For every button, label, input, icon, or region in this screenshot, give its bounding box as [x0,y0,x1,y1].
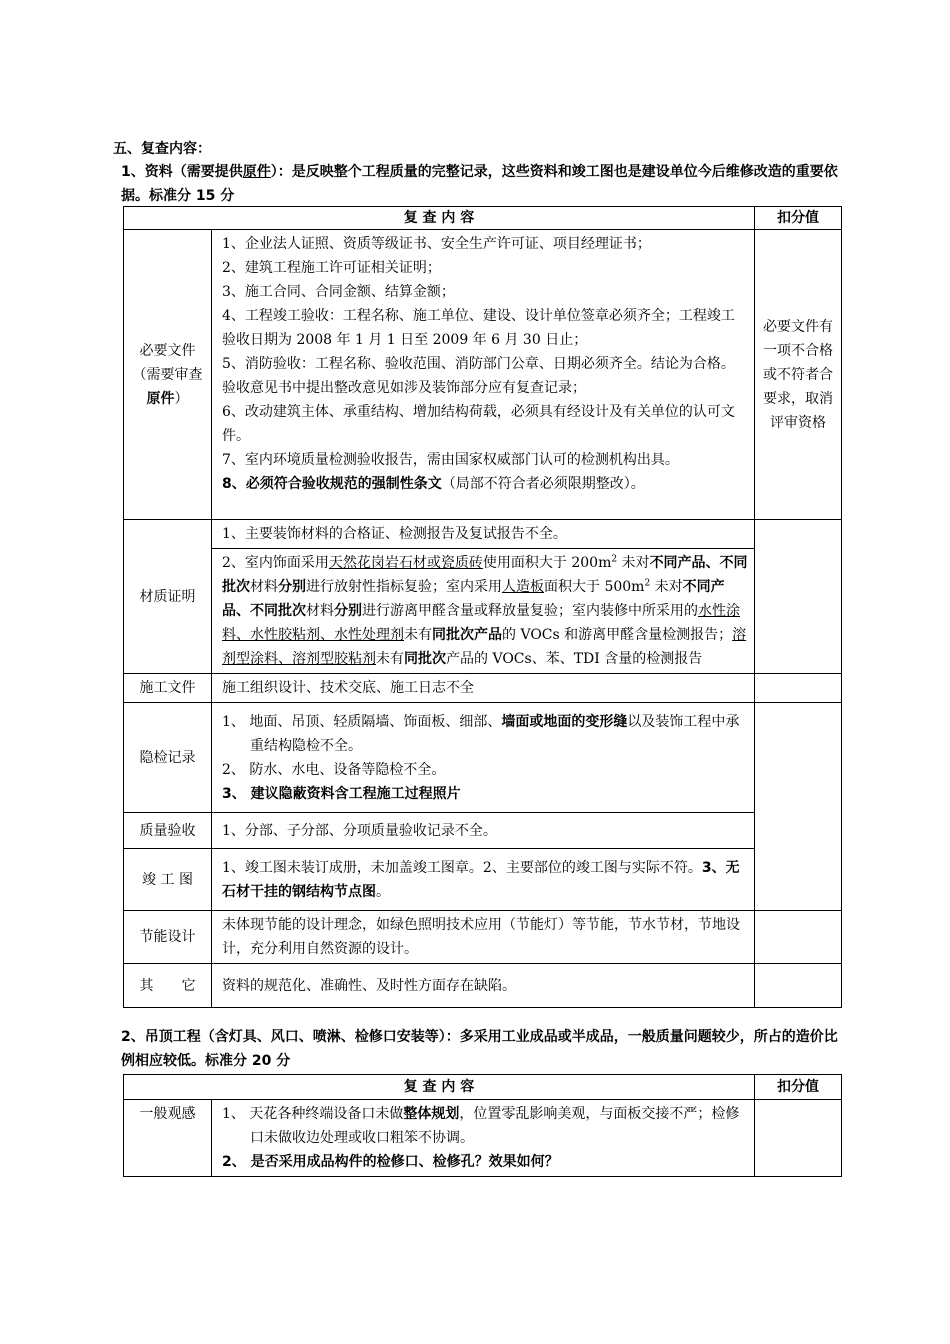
header-content: 复 查 内 容 [124,207,755,230]
header-deduct: 扣分值 [755,1075,842,1100]
deduct-energy-design [755,911,842,964]
list-item: 1、主要装饰材料的合格证、检测报告及复试报告不全。 [222,526,567,542]
row-hidden-inspection [124,703,842,813]
category-hidden-inspection: 隐检记录 [124,703,212,813]
list-item: 7、室内环境质量检测验收报告，需由国家权威部门认可的检测机构出具。 [222,452,679,468]
part1-intro-underlined: 原件 [242,164,271,180]
list-item: 2、建筑工程施工许可证相关证明； [222,260,441,276]
list-item: 1、 天花各种终端设备口未做整体规划，位置零乱影响美观，与面板交接不严；检修口未做收边处理或收口粗笨不协调。 [222,1106,740,1146]
list-item: 8、必须符合验收规范的强制性条文（局部不符合者必须限期整改）。 [222,476,645,492]
deduct-general-appearance [755,1100,842,1177]
content-energy-design: 未体现节能的设计理念，如绿色照明技术应用（节能灯）等节能，节水节材，节地设计，充分利用自然资源的设计。 [212,911,755,964]
list-item: 2、室内饰面采用天然花岗岩石材或瓷质砖使用面积大于 $200m^2$ 未对不同产品、不同批次材料分别进行放射性指标复验；室内采用人造板面积大于 $500m^2$ 未对不同产品、不同批次材料分别进行游离甲醛含量或释放量复验；室内装修中所采用的水性涂料、水性胶粘剂、水性处理剂未有同批次产品的 VOCs 和游离甲醛含量检测报告；溶剂型涂料、溶剂型胶粘剂未有同批次产品的 VOCs、苯、TDI 含量的检测报告 [212,548,754,671]
content-general-appearance [212,1100,755,1177]
content-asbuilt-drawings: 1、竣工图未装订成册，未加盖竣工图章。2、主要部位的竣工图与实际不符。3、无石材干挂的钢结构节点图。 [212,849,755,911]
part1-intro-b: ）：是反映整个工程质量的完整记录，这些资料和竣工图也是建设单位今后维修改造的重要依据。标准分 15 分 [121,164,838,204]
row-other [124,964,842,1008]
category-required-docs: 必要文件（需要审查原件） [124,230,212,520]
category-general-appearance: 一般观感 [124,1100,212,1177]
list-item: 5、消防验收：工程名称、验收范围、消防部门公章、日期必须齐全。结论为合格。验收意见书中提出整改意见如涉及装饰部分应有复查记录； [222,356,735,396]
category-asbuilt-drawings: 竣 工 图 [124,849,212,911]
row-construction-docs [124,674,842,703]
deduct-materials [755,520,842,674]
list-item: 6、改动建筑主体、承重结构、增加结构荷载，必须具有经设计及有关单位的认可文件。 [222,404,735,444]
part1-intro [113,160,843,208]
category-materials: 材质证明 [124,520,212,674]
content-materials [212,520,755,674]
list-item: 1、企业法人证照、资质等级证书、安全生产许可证、项目经理证书； [222,236,651,252]
deduct-other [755,964,842,1008]
part1-intro-a: 1、资料（需要提供 [121,164,243,180]
list-item: 2、 是否采用成品构件的检修口、检修孔？效果如何？ [222,1154,559,1170]
list-item: 2、 防水、水电、设备等隐检不全。 [222,761,446,778]
table-header-row [124,1075,842,1100]
content-construction-docs: 施工组织设计、技术交底、施工日志不全 [212,674,755,703]
row-materials [124,520,842,674]
deduct-hidden-quality-asbuilt [755,703,842,911]
row-general-appearance [124,1100,842,1177]
content-hidden-inspection [212,703,755,813]
list-item: 1、 地面、吊顶、轻质隔墙、饰面板、细部、墙面或地面的变形缝以及装饰工程中承重结构隐检不全。 [222,713,740,754]
header-content: 复 查 内 容 [124,1075,755,1100]
category-construction-docs: 施工文件 [124,674,212,703]
row-asbuilt-drawings [124,849,842,911]
content-other: 资料的规范化、准确性、及时性方面存在缺陷。 [212,964,755,1008]
list-item: 3、施工合同、合同金额、结算金额； [222,284,455,300]
list-item: 4、工程竣工验收：工程名称、施工单位、建设、设计单位签章必须齐全；工程竣工验收日期为 2008 年 1 月 1 日至 2009 年 6 月 30 日止； [222,308,735,348]
header-deduct: 扣分值 [755,207,842,230]
row-required-docs [124,230,842,520]
table-header-row [124,207,842,230]
list-item: 3、 建议隐蔽资料含工程施工过程照片 [222,785,461,802]
category-quality-acceptance: 质量验收 [124,813,212,849]
part2-review-table [123,1074,842,1177]
deduct-required-docs: 必要文件有一项不合格或不符者合要求，取消评审资格 [755,230,842,520]
part1-review-table [123,206,842,1008]
row-energy-design [124,911,842,964]
deduct-construction-docs [755,674,842,703]
category-other: 其 它 [124,964,212,1008]
category-energy-design: 节能设计 [124,911,212,964]
row-quality-acceptance [124,813,842,849]
content-required-docs [212,230,755,520]
part2-intro: 2、吊顶工程（含灯具、风口、喷淋、检修口安装等）：多采用工业成品或半成品，一般质量问题较少，所占的造价比例相应较低。标准分 20 分 [121,1029,838,1069]
content-quality-acceptance: 1、分部、子分部、分项质量验收记录不全。 [212,813,755,849]
section-heading: 五、复查内容： [113,141,211,157]
